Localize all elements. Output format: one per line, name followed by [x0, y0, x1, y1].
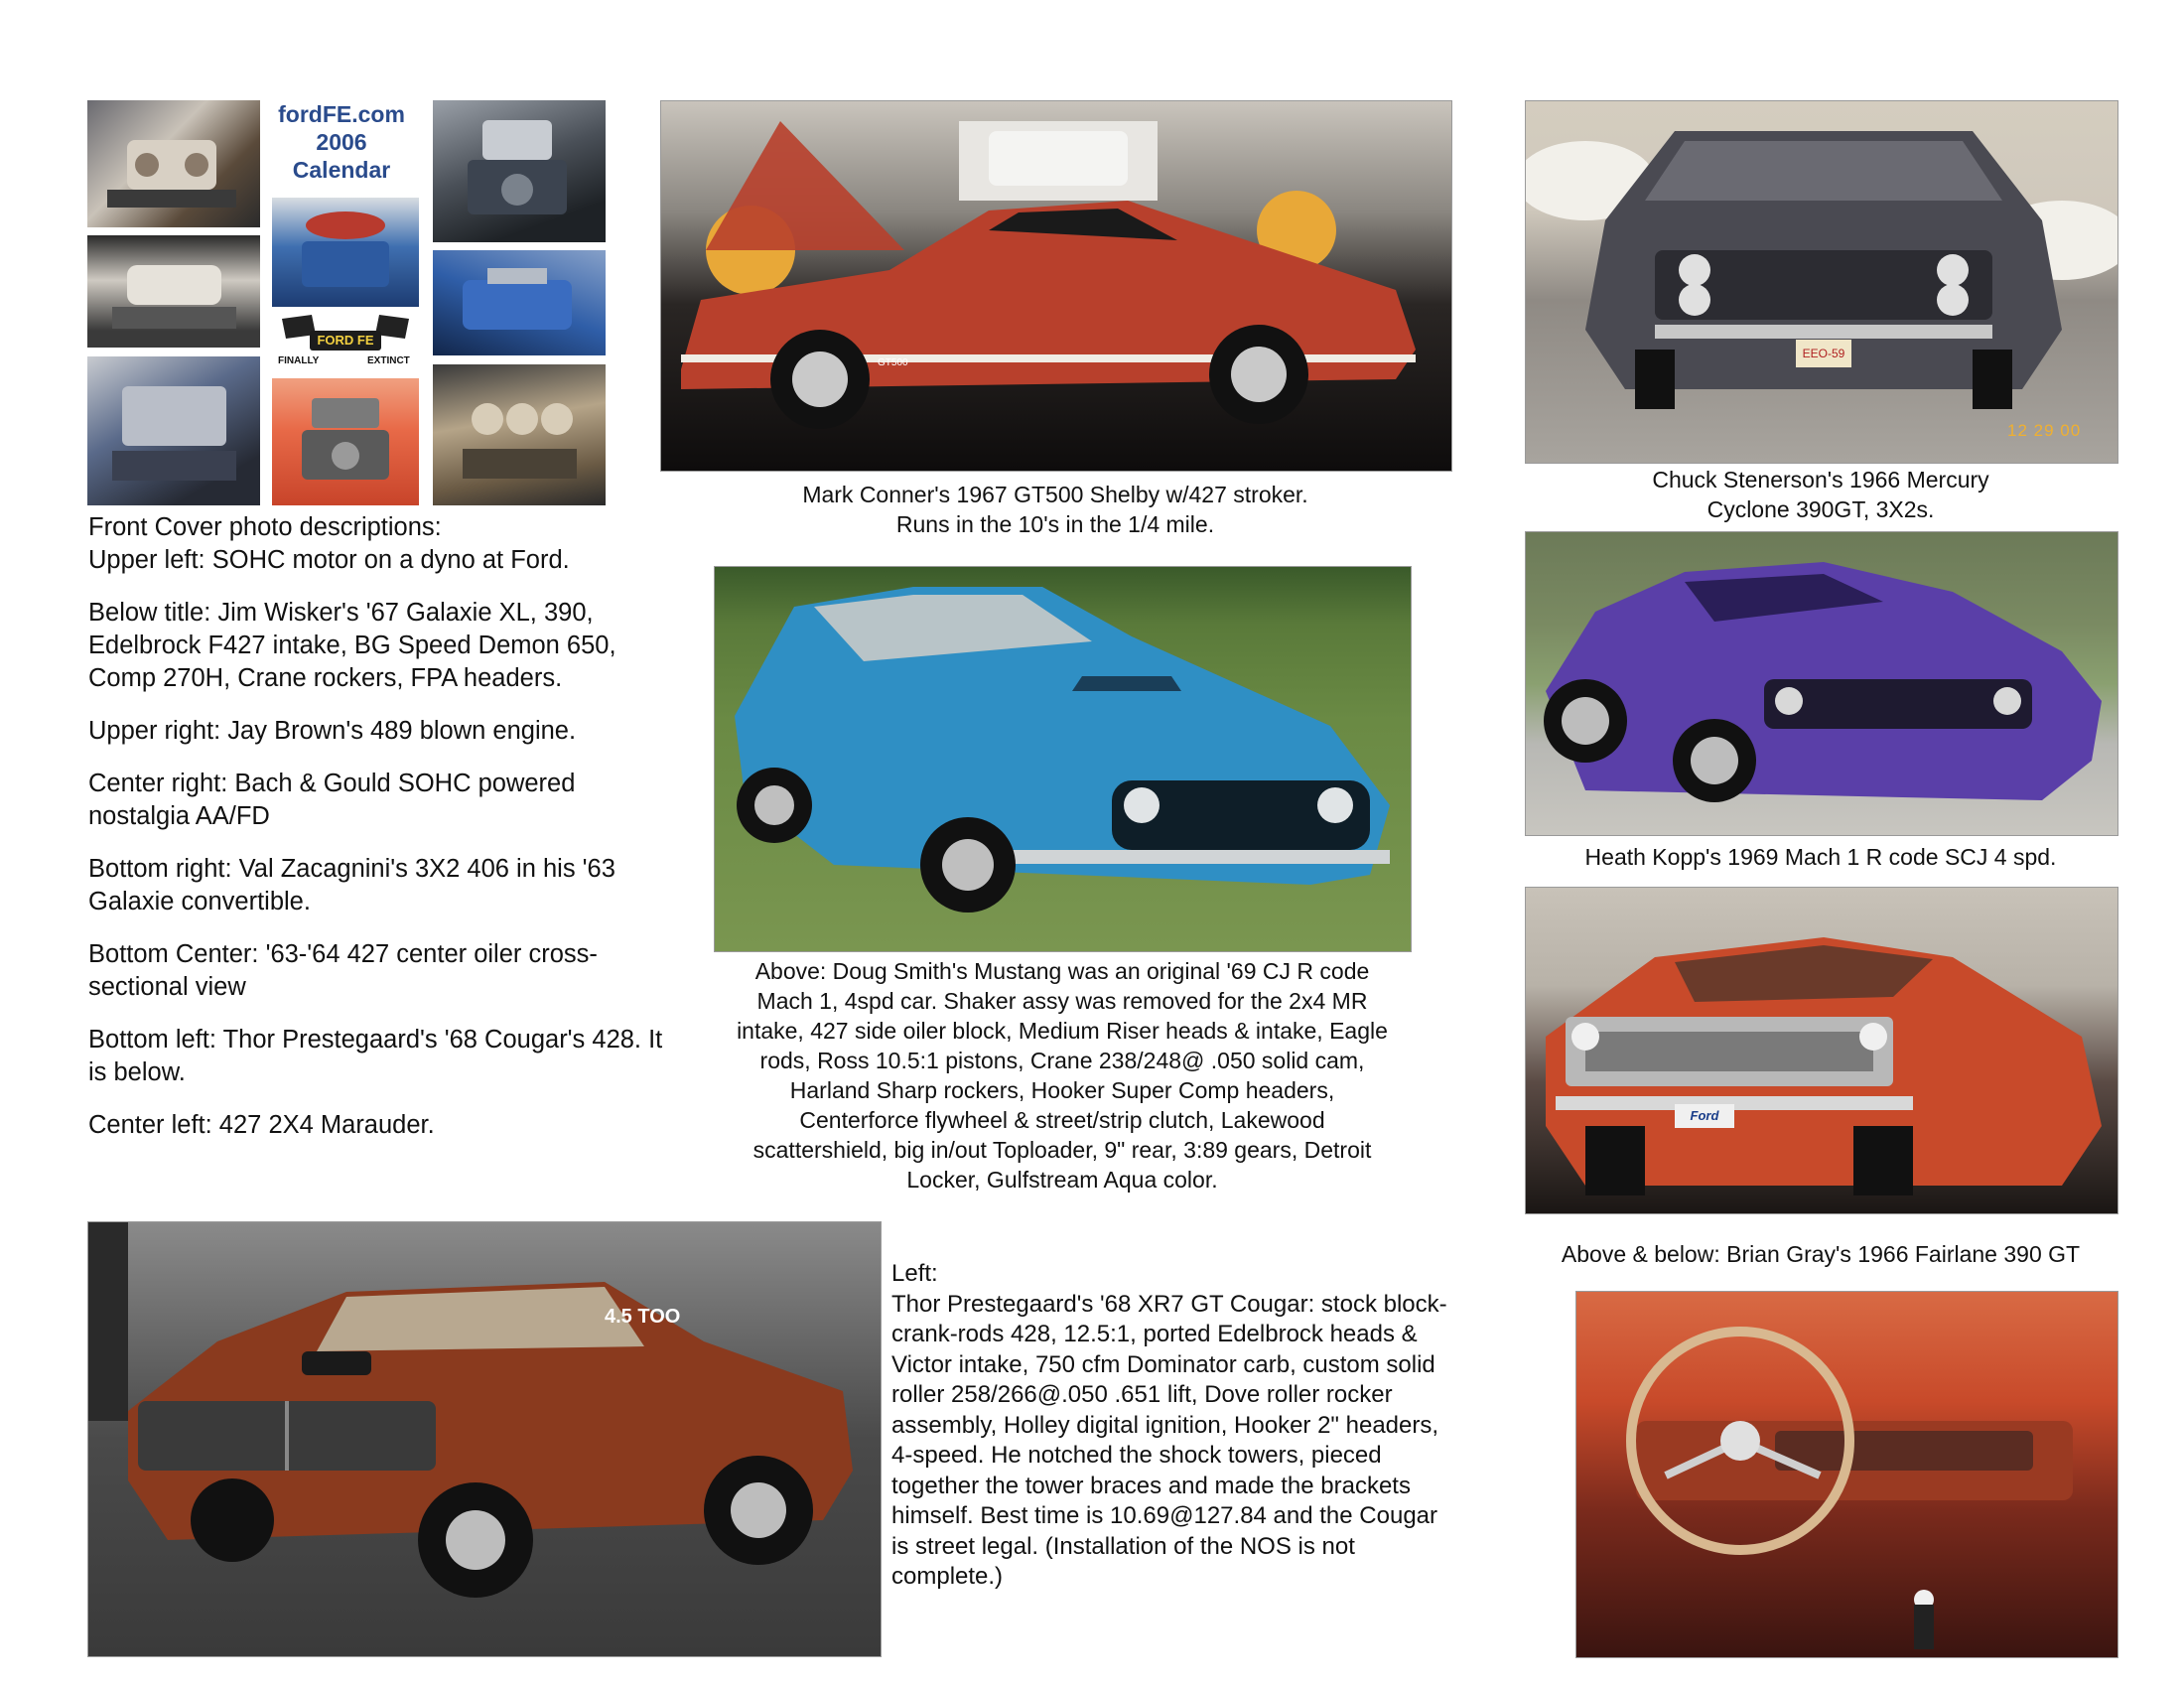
fairlane-plate-text: Ford — [1675, 1104, 1734, 1128]
mustang-car-icon — [715, 567, 1411, 951]
intake-icon — [87, 235, 260, 348]
front-cover-item: Bottom Center: '63-'64 427 center oiler cross-sectional view — [88, 940, 598, 1001]
calendar-title-line-1: fordFE.com — [278, 101, 405, 127]
steering-wheel-icon — [1576, 1292, 2117, 1657]
front-cover-item: Bottom left: Thor Prestegaard's '68 Cougar's 428. It is below. — [88, 1026, 663, 1086]
cyclone-car-icon — [1526, 101, 2117, 463]
cyclone-caption-line-2: Cyclone 390GT, 3X2s. — [1706, 496, 1935, 522]
mach1-purple-photo — [1525, 531, 2118, 836]
cyclone-date-stamp: 12 29 00 — [2007, 421, 2082, 440]
front-cover-heading: Front Cover photo descriptions: — [88, 513, 442, 541]
cougar-description — [891, 1259, 1447, 1593]
calendar-title-line-3: Calendar — [292, 157, 391, 183]
mustang-caption: Above: Doug Smith's Mustang was an original '69 CJ R code Mach 1, 4spd car. Shaker assy was removed for the 2x4 MR intake, 427 side oiler block, Medium Riser heads & intake, Eagle rods, Ross 10.5:1 pistons, Crane 238/248@ .050 solid cam, Harland Sharp rockers, Hooker Super Comp headers, Centerforce flywheel & street/strip clutch, Lakewood scattershield, big in/out Toploader, 9" rear, 3:89 gears, Detroit Locker, Gulfstream Aqua color. — [737, 958, 1388, 1193]
air-cleaner-icon — [272, 198, 419, 307]
cyclone-caption — [1525, 465, 2116, 524]
cover-collage — [87, 100, 606, 505]
front-cover-item: Bottom right: Val Zacagnini's 3X2 406 in his '63 Galaxie convertible. — [88, 855, 615, 915]
badge-main-text: FORD FE — [317, 333, 374, 348]
cross-section-engine-icon — [272, 378, 419, 505]
tunnel-ram-icon — [87, 356, 260, 505]
shelby-gt500-photo — [660, 100, 1452, 472]
badge-left-text: FINALLY — [278, 355, 320, 366]
mach1-caption: Heath Kopp's 1969 Mach 1 R code SCJ 4 spd. — [1584, 844, 2057, 870]
fairlane-caption: Above & below: Brian Gray's 1966 Fairlane 390 GT — [1561, 1241, 2081, 1267]
cougar-car-icon — [88, 1222, 881, 1656]
engine-photo-upper-left — [87, 100, 260, 227]
engine-photo-center-right — [433, 250, 606, 355]
mach1-car-icon — [1526, 532, 2117, 835]
front-cover-item: Center right: Bach & Gould SOHC powered nostalgia AA/FD — [88, 770, 576, 830]
calendar-title-block — [276, 100, 407, 200]
shelby-caption-line-2: Runs in the 10's in the 1/4 mile. — [895, 511, 1215, 537]
fairlane-front-photo — [1525, 887, 2118, 1214]
front-cover-upper-left: Upper left: SOHC motor on a dyno at Ford. — [88, 546, 570, 574]
cyclone-plate-text: EEO-59 — [1796, 340, 1851, 367]
mercury-cyclone-photo — [1525, 100, 2118, 464]
engine-photo-lower-right — [433, 364, 606, 505]
front-cover-descriptions — [88, 511, 684, 1162]
calendar-title-line-2: 2006 — [316, 129, 367, 155]
ford-fe-badge — [272, 311, 419, 372]
engine-photo-lower-left — [87, 356, 260, 505]
engine-photo-center-left — [87, 235, 260, 348]
cougar-left-label: Left: — [891, 1260, 938, 1287]
engine-photo-blue-center — [272, 198, 419, 307]
sohc-engine-icon — [433, 250, 606, 355]
cougar-window-text: 4.5 TOO — [605, 1306, 681, 1328]
cougar-caption: Thor Prestegaard's '68 XR7 GT Cougar: stock block-crank-rods 428, 12.5:1, ported Edelbrock heads & Victor intake, 750 cfm Dominator carb, custom solid roller 258/266@.050 .651 lift, Dove roller rocker assembly, Holley digital ignition, Hooker 2" headers, 4-speed. He notched the shock towers, pieced together the tower braces and made the brackets himself. Best time is 10.69@127.84 and the Cougar is street legal. (Installation of the NOS is not complete.) — [891, 1290, 1447, 1590]
shelby-car-icon — [661, 101, 1451, 471]
shelby-caption-line-1: Mark Conner's 1967 GT500 Shelby w/427 stroker. — [802, 482, 1308, 507]
fairlane-car-icon — [1526, 888, 2117, 1213]
engine-photo-upper-right — [433, 100, 606, 242]
fairlane-interior-photo — [1575, 1291, 2118, 1658]
front-cover-item: Below title: Jim Wisker's '67 Galaxie XL, 390, Edelbrock F427 intake, BG Speed Demon 650, Comp 270H, Crane rockers, FPA headers. — [88, 599, 616, 692]
engine-icon — [87, 100, 260, 227]
engine-cutaway-photo — [272, 378, 419, 505]
front-cover-item: Center left: 427 2X4 Marauder. — [88, 1111, 435, 1139]
shelby-caption — [660, 480, 1450, 539]
mustang-aqua-photo — [714, 566, 1412, 952]
blower-icon — [433, 100, 606, 242]
cougar-xr7-photo — [87, 1221, 882, 1657]
cyclone-caption-line-1: Chuck Stenerson's 1966 Mercury — [1652, 467, 1989, 492]
front-cover-item: Upper right: Jay Brown's 489 blown engine. — [88, 717, 577, 745]
shelby-badge-text: GT500 — [878, 357, 908, 368]
badge-right-text: EXTINCT — [367, 355, 410, 366]
tri-power-icon — [433, 364, 606, 505]
